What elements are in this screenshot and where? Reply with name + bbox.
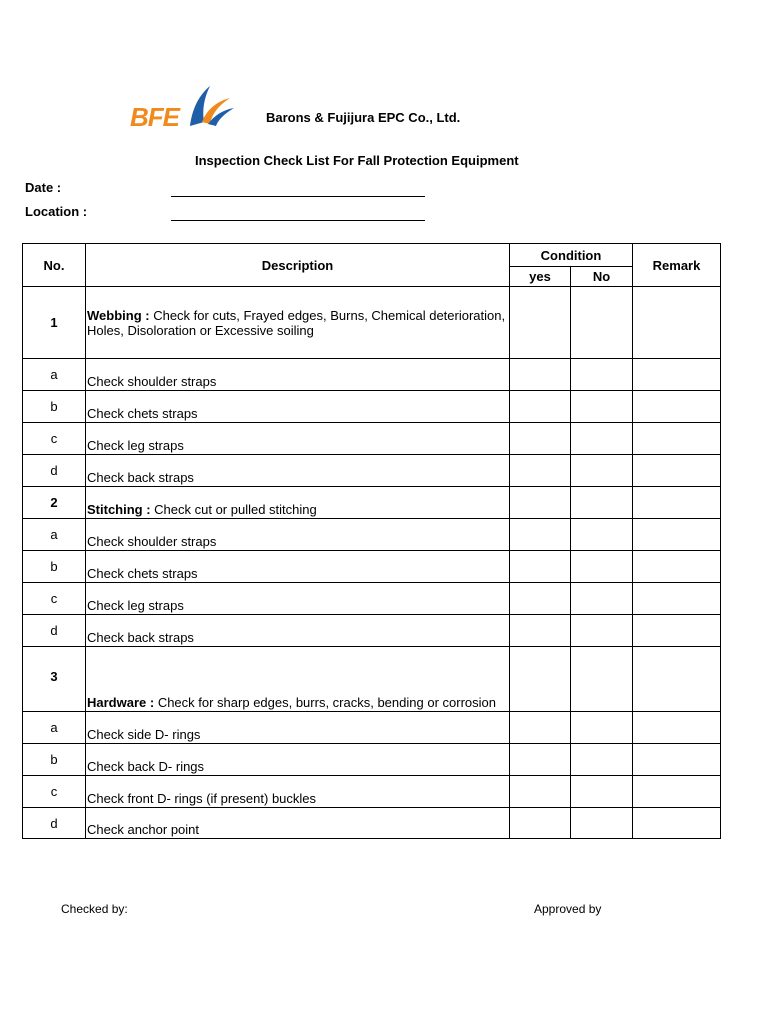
row-description — [86, 551, 510, 583]
row-number: b — [23, 744, 86, 776]
row-description — [86, 487, 510, 519]
condition-yes-cell[interactable] — [510, 551, 571, 583]
row-description-text: Check shoulder straps — [87, 534, 217, 549]
inspection-table — [22, 243, 721, 839]
condition-no-cell[interactable] — [571, 615, 633, 647]
header-no-answer: No — [571, 267, 633, 287]
condition-yes-cell[interactable] — [510, 487, 571, 519]
condition-yes-cell[interactable] — [510, 615, 571, 647]
row-description — [86, 615, 510, 647]
table-row — [23, 423, 721, 455]
table-row — [23, 712, 721, 744]
condition-no-cell[interactable] — [571, 423, 633, 455]
row-description-text: Check shoulder straps — [87, 374, 217, 389]
condition-yes-cell[interactable] — [510, 712, 571, 744]
row-description-text: Check side D- rings — [87, 727, 201, 742]
condition-no-cell[interactable] — [571, 551, 633, 583]
condition-yes-cell[interactable] — [510, 359, 571, 391]
row-description — [86, 712, 510, 744]
row-description-text: Check back straps — [87, 470, 194, 485]
remark-cell[interactable] — [633, 487, 721, 519]
row-description-label: Stitching : — [87, 502, 151, 517]
row-description-text: Check anchor point — [87, 822, 200, 837]
approved-by-label: Approved by — [534, 902, 602, 916]
table-row — [23, 647, 721, 712]
row-number: d — [23, 455, 86, 487]
remark-cell[interactable] — [633, 391, 721, 423]
row-description — [86, 744, 510, 776]
row-description — [86, 647, 510, 712]
condition-no-cell[interactable] — [571, 712, 633, 744]
row-number: c — [23, 423, 86, 455]
row-number: a — [23, 712, 86, 744]
row-number: b — [23, 391, 86, 423]
row-number: 1 — [23, 287, 86, 359]
header-description: Description — [86, 244, 510, 287]
row-description-text: Check back straps — [87, 630, 194, 645]
condition-yes-cell[interactable] — [510, 776, 571, 808]
condition-yes-cell[interactable] — [510, 744, 571, 776]
logo-text: BFE — [130, 102, 179, 132]
row-number: c — [23, 776, 86, 808]
remark-cell[interactable] — [633, 519, 721, 551]
date-field[interactable] — [171, 196, 425, 197]
header-yes: yes — [510, 267, 571, 287]
row-description-text: Check for cuts, Frayed edges, Burns, Chemical deterioration, Holes, Disoloration or Excessive soiling — [87, 307, 506, 338]
condition-no-cell[interactable] — [571, 647, 633, 712]
row-description — [86, 519, 510, 551]
row-description-text: Check chets straps — [87, 406, 198, 421]
row-number: a — [23, 519, 86, 551]
table-row — [23, 615, 721, 647]
row-description — [86, 455, 510, 487]
row-description-text: Check front D- rings (if present) buckles — [87, 791, 317, 806]
row-description-text: Check chets straps — [87, 566, 198, 581]
table-header-row — [23, 244, 721, 267]
row-description-text: Check back D- rings — [87, 759, 205, 774]
condition-yes-cell[interactable] — [510, 455, 571, 487]
row-number: 3 — [23, 647, 86, 712]
table-row — [23, 808, 721, 839]
condition-no-cell[interactable] — [571, 487, 633, 519]
remark-cell[interactable] — [633, 551, 721, 583]
condition-no-cell[interactable] — [571, 808, 633, 839]
row-number: b — [23, 551, 86, 583]
condition-yes-cell[interactable] — [510, 583, 571, 615]
table-row — [23, 744, 721, 776]
row-description-text: Check leg straps — [87, 598, 184, 613]
header-remark: Remark — [633, 244, 721, 287]
location-field[interactable] — [171, 220, 425, 221]
row-description — [86, 423, 510, 455]
table-row — [23, 551, 721, 583]
condition-yes-cell[interactable] — [510, 647, 571, 712]
company-name: Barons & Fujijura EPC Co., Ltd. — [266, 110, 461, 125]
table-row — [23, 583, 721, 615]
condition-no-cell[interactable] — [571, 744, 633, 776]
remark-cell[interactable] — [633, 776, 721, 808]
row-description — [86, 391, 510, 423]
remark-cell[interactable] — [633, 615, 721, 647]
row-description — [86, 583, 510, 615]
checked-by-label: Checked by: — [61, 902, 128, 916]
condition-yes-cell[interactable] — [510, 391, 571, 423]
date-label: Date : — [25, 180, 62, 195]
row-description-text: Check leg straps — [87, 438, 184, 453]
location-label: Location : — [25, 204, 88, 219]
remark-cell[interactable] — [633, 359, 721, 391]
condition-no-cell[interactable] — [571, 519, 633, 551]
condition-no-cell[interactable] — [571, 287, 633, 359]
table-row — [23, 776, 721, 808]
table-row — [23, 519, 721, 551]
remark-cell[interactable] — [633, 287, 721, 359]
row-number: c — [23, 583, 86, 615]
condition-no-cell[interactable] — [571, 391, 633, 423]
remark-cell[interactable] — [633, 423, 721, 455]
remark-cell[interactable] — [633, 712, 721, 744]
remark-cell[interactable] — [633, 744, 721, 776]
remark-cell[interactable] — [633, 647, 721, 712]
table-row — [23, 391, 721, 423]
condition-no-cell[interactable] — [571, 455, 633, 487]
row-description — [86, 808, 510, 839]
table-row — [23, 455, 721, 487]
condition-yes-cell[interactable] — [510, 287, 571, 359]
row-number: d — [23, 808, 86, 839]
condition-yes-cell[interactable] — [510, 519, 571, 551]
condition-yes-cell[interactable] — [510, 423, 571, 455]
condition-no-cell[interactable] — [571, 359, 633, 391]
table-row — [23, 287, 721, 359]
row-description-label: Hardware : — [87, 695, 155, 710]
row-description-label: Webbing : — [87, 307, 150, 323]
row-description — [86, 776, 510, 808]
document-title: Inspection Check List For Fall Protection Equipment — [195, 153, 519, 168]
remark-cell[interactable] — [633, 455, 721, 487]
condition-no-cell[interactable] — [571, 583, 633, 615]
row-number: d — [23, 615, 86, 647]
table-row — [23, 359, 721, 391]
header-condition: Condition — [510, 244, 633, 267]
row-number: 2 — [23, 487, 86, 519]
row-description — [86, 287, 510, 359]
row-description — [86, 359, 510, 391]
remark-cell[interactable] — [633, 583, 721, 615]
company-logo — [118, 82, 238, 134]
condition-no-cell[interactable] — [571, 776, 633, 808]
header-no: No. — [23, 244, 86, 287]
table-row — [23, 487, 721, 519]
condition-yes-cell[interactable] — [510, 808, 571, 839]
remark-cell[interactable] — [633, 808, 721, 839]
row-description-text: Check cut or pulled stitching — [150, 502, 317, 517]
row-number: a — [23, 359, 86, 391]
row-description-text: Check for sharp edges, burrs, cracks, bending or corrosion — [154, 695, 496, 710]
